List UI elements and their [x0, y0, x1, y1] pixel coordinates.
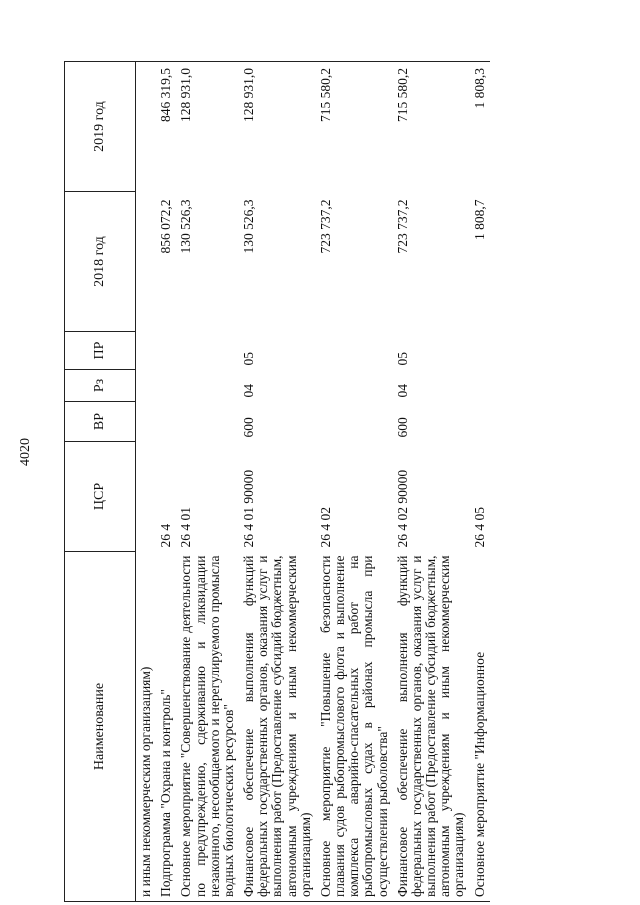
table-row — [156, 62, 176, 902]
row-2018: 1 808,7 — [471, 199, 487, 240]
header-2018: 2018 год — [65, 192, 136, 332]
header-2019: 2019 год — [65, 62, 136, 192]
row-2018: 856 072,2 — [158, 199, 174, 254]
row-name: Подпрограмма "Охрана и контроль" — [156, 552, 176, 902]
row-csr: 26 4 — [158, 523, 174, 548]
row-name: Основное мероприятие "Информационное — [470, 552, 490, 902]
row-name: и иным некоммерческим организациям) — [136, 552, 157, 902]
row-vr — [316, 402, 393, 442]
header-pr: ПР — [65, 332, 136, 370]
row-vr — [156, 402, 176, 442]
row-2019: 715 580,2 — [316, 62, 393, 192]
header-rz: Рз — [65, 370, 136, 402]
row-name: Финансовое обеспечение выполнения функций федеральных государственных органов, оказания услуг и выполнения работ (Предоставление субсидий бюджетным, автономным учреждениям и иным некоммерческим организациям) — [393, 552, 470, 902]
row-2019: 128 931,0 — [239, 62, 316, 192]
row-name: Финансовое обеспечение выполнения функций федеральных государственных органов, оказания услуг и выполнения работ (Предоставление субсидий бюджетным, автономным учреждениям и иным некоммерческим организациям) — [239, 552, 316, 902]
row-2018: 723 737,2 — [317, 199, 333, 254]
header-row — [65, 62, 136, 902]
row-pr: 05 — [241, 352, 257, 366]
row-2019: 128 931,0 — [176, 62, 239, 192]
row-pr — [136, 332, 157, 370]
row-rz — [470, 370, 490, 402]
row-csr: 26 4 01 90000 — [241, 469, 257, 548]
row-rz: 04 — [241, 384, 257, 398]
header-csr: ЦСР — [65, 442, 136, 552]
table-row — [316, 62, 393, 902]
row-vr: 600 — [241, 417, 257, 438]
row-vr — [176, 402, 239, 442]
row-rz — [156, 370, 176, 402]
row-2019: 715 580,2 — [393, 62, 470, 192]
table-row — [136, 62, 157, 902]
row-vr — [470, 402, 490, 442]
row-rz — [316, 370, 393, 402]
row-pr — [156, 332, 176, 370]
row-name: Основное мероприятие "Повышение безопасности плавания судов рыбопромыслового флота и выполнение комплекса аварийно-спасательных работ на рыбопромысловых судах в районах промысла при осуществлении рыболовства" — [316, 552, 393, 902]
row-csr: 26 4 02 90000 — [394, 469, 410, 548]
table-row — [470, 62, 490, 902]
row-rz — [136, 370, 157, 402]
header-name: Наименование — [65, 552, 136, 902]
budget-table — [64, 61, 490, 902]
row-vr: 600 — [394, 417, 410, 438]
page-number: 4020 — [18, 438, 33, 466]
row-2018 — [136, 192, 157, 332]
row-pr — [176, 332, 239, 370]
row-2018: 130 526,3 — [178, 199, 194, 254]
row-2019 — [136, 62, 157, 192]
row-csr: 26 4 05 — [471, 507, 487, 548]
row-2019: 846 319,5 — [156, 62, 176, 192]
row-csr: 26 4 01 — [178, 507, 194, 548]
table-row — [239, 62, 316, 902]
row-name: Основное мероприятие "Совершенствование деятельности по предупреждению, сдерживанию и ликвидации незаконного, несообщаемого и нерегулируемого промысла водных биологических ресурсов" — [176, 552, 239, 902]
row-pr: 05 — [394, 352, 410, 366]
row-csr: 26 4 02 — [317, 507, 333, 548]
row-2018: 130 526,3 — [241, 199, 257, 254]
row-csr — [136, 442, 157, 552]
row-2019: 1 808,3 — [470, 62, 490, 192]
table-row — [176, 62, 239, 902]
rotated-table-container — [64, 62, 624, 902]
row-pr — [316, 332, 393, 370]
row-vr — [136, 402, 157, 442]
header-vr: ВР — [65, 402, 136, 442]
row-rz — [176, 370, 239, 402]
table-row — [393, 62, 470, 902]
row-2018: 723 737,2 — [394, 199, 410, 254]
row-pr — [470, 332, 490, 370]
row-rz: 04 — [394, 384, 410, 398]
